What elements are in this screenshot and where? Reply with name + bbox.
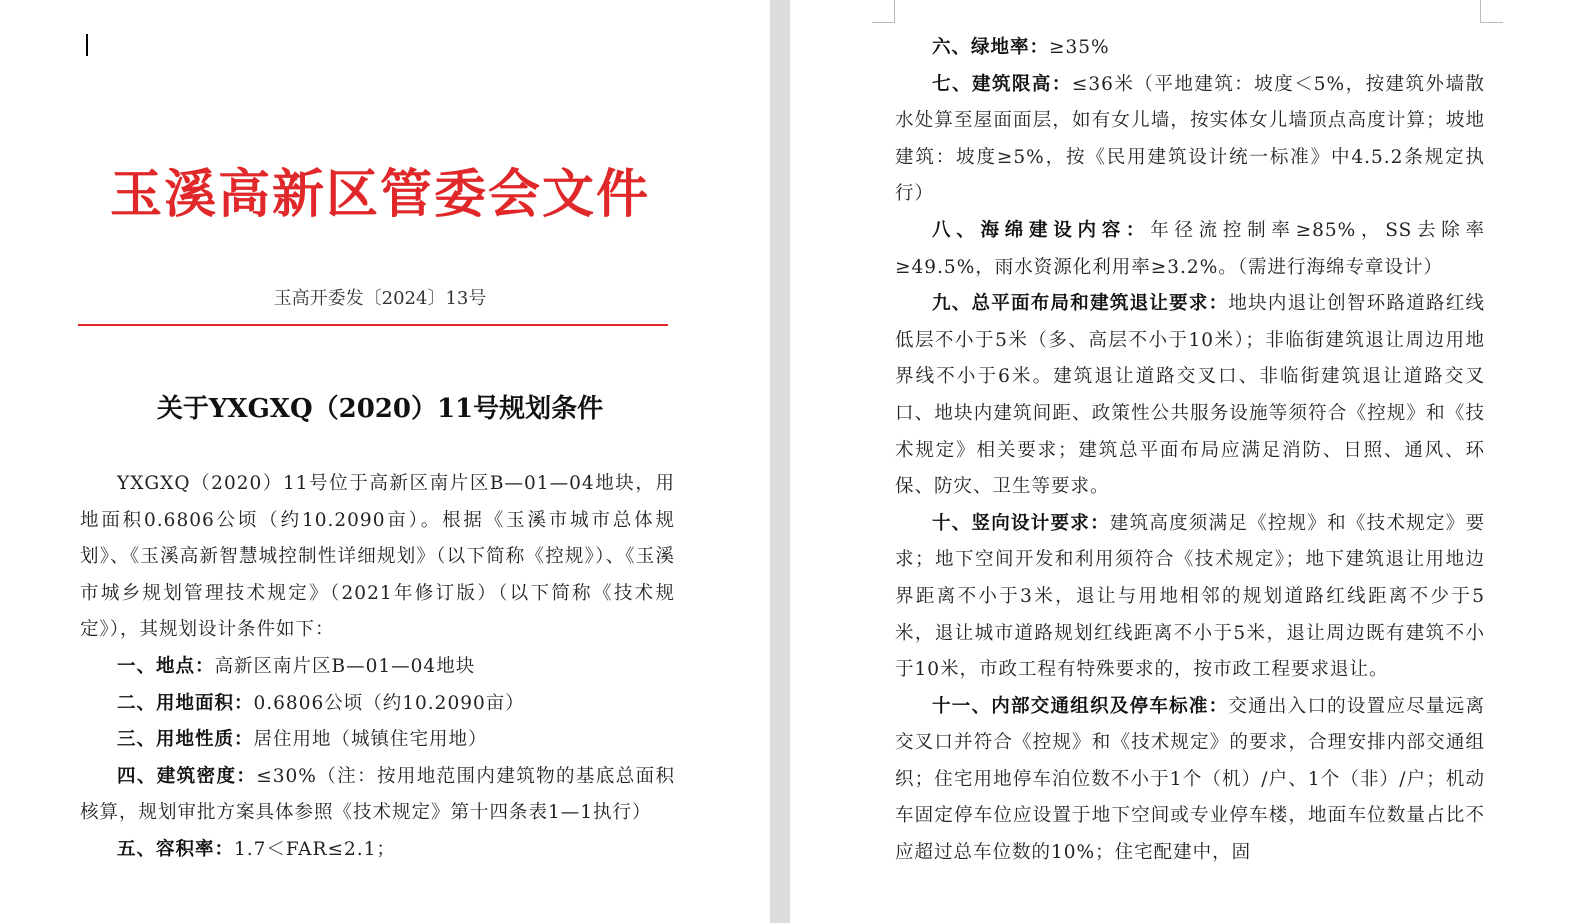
paragraph: 三、用地性质：居住用地（城镇住宅用地） (117, 729, 488, 751)
body-text-left (80, 466, 675, 869)
paragraph: 九、总平面布局和建筑退让要求：地块内退让创智环路道路红线低层不小于5米（多、高层不小于10米）；非临街建筑退让周边用地界线不小于6米。建筑退让道路交叉口、非临街建筑退让道路交叉口、地块内建筑间距、政策性公共服务设施等须符合《控规》和《技术规定》相关要求；建筑总平面布局应满足消防、日照、通风、环保、防灾、卫生等要求。 (895, 293, 1485, 498)
red-divider (78, 324, 668, 326)
document-number: 玉高开委发〔2024〕13号 (273, 288, 487, 309)
document-header-title: 玉溪高新区管委会文件 (109, 164, 650, 225)
document-page-right (790, 0, 1579, 923)
text-cursor (86, 34, 88, 56)
document-page-left (0, 0, 770, 923)
paragraph: 五、容积率：1.7＜FAR≤2.1； (117, 838, 396, 860)
margin-corner-mark (1480, 0, 1503, 23)
page-gutter (770, 0, 790, 923)
paragraph: 十一、内部交通组织及停车标准：交通出入口的设置应尽量远离交叉口并符合《控规》和《技术规定》的要求，合理安排内部交通组织；住宅用地停车泊位数不小于1个（机）/户、1个（非）/户；机动车固定停车位应设置于地下空间或专业停车楼，地面车位数量占比不应超过总车位数的10%；住宅配建中，固 (895, 695, 1485, 864)
paragraph: 四、建筑密度：≤30%（注：按用地范围内建筑物的基底总面积核算，规划审批方案具体参照《技术规定》第十四条表1—1执行） (80, 765, 675, 824)
paragraph: 六、绿地率：≥35% (932, 37, 1110, 58)
body-text-right (895, 30, 1485, 872)
paragraph: 二、用地面积：0.6806公顷（约10.2090亩） (117, 692, 525, 714)
margin-corner-mark (872, 0, 895, 23)
paragraph: 八、海绵建设内容：年径流控制率≥85%，SS去除率≥49.5%，雨水资源化利用率≥3.2%。（需进行海绵专章设计） (895, 219, 1485, 278)
paragraph: 十、竖向设计要求：建筑高度须满足《控规》和《技术规定》要求；地下空间开发和利用须符合《技术规定》；地下建筑退让用地边界距离不小于3米，退让与用地相邻的规划道路红线距离不少于5米，退让城市道路规划红线距离不小于5米，退让周边既有建筑不小于10米，市政工程有特殊要求的，按市政工程要求退让。 (895, 512, 1485, 681)
paragraph: YXGXQ（2020）11号位于高新区南片区B—01—04地块，用地面积0.6806公顷（约10.2090亩）。根据《玉溪市城市总体规划》、《玉溪高新智慧城控制性详细规划》（以下简称《控规》）、《玉溪市城乡规划管理技术规定》（2021年修订版）（以下简称《技术规定》），其规划设计条件如下： (80, 473, 675, 641)
paragraph: 七、建筑限高：≤36米（平地建筑：坡度＜5%，按建筑外墙散水处算至屋面面层，如有女儿墙，按实体女儿墙顶点高度计算；坡地建筑：坡度≥5%，按《民用建筑设计统一标准》中4.5.2条规定执行） (895, 73, 1485, 205)
document-main-title: 关于YXGXQ（2020）11号规划条件 (156, 394, 604, 424)
paragraph: 一、地点：高新区南片区B—01—04地块 (117, 655, 476, 677)
